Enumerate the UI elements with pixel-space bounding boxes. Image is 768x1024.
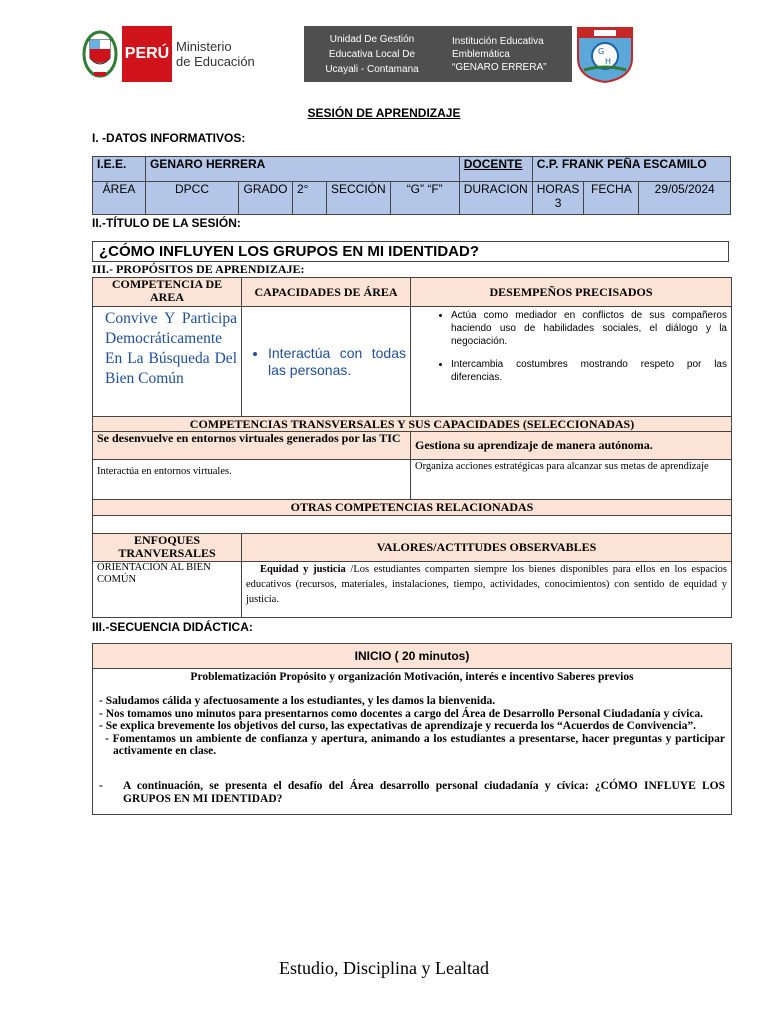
ugel-line: Educativa Local De (328, 48, 416, 60)
sequence-subheader: Problematización Propósito y organización Motivación, interés e incentivo Saberes previos (190, 671, 634, 683)
valores-header: VALORES/ACTITUDES OBSERVABLES (242, 534, 732, 562)
peru-brand-block (122, 26, 172, 82)
section-heading-secuencia: III.-SECUENCIA DIDÁCTICA: (92, 620, 253, 634)
section-heading-propositos: III.- PROPÓSITOS DE APRENDIZAJE: (92, 262, 305, 276)
transversal-header: COMPETENCIAS TRANSVERSALES Y SUS CAPACIDADES (SELECCIONADAS) (93, 417, 732, 432)
area-value: DPCC (146, 182, 239, 215)
school-crest-icon (574, 24, 636, 84)
footer-motto: Estudio, Disciplina y Lealtad (279, 958, 489, 978)
challenge-text: A continuación, se presenta el desafío del Área desarrollo personal ciudadanía y cívica: ¿CÓMO INFLUYE LOS GRUPOS EN MI IDENTIDAD? (123, 779, 725, 805)
challenge-dash: - (99, 779, 103, 792)
peru-label: PERÚ (124, 45, 170, 62)
col-desempenos: DESEMPEÑOS PRECISADOS (411, 278, 732, 307)
desempeno-item: • Intercambia costumbres mostrando respeto por las diferencias. (451, 358, 727, 384)
area-label: ÁREA (93, 182, 146, 215)
seccion-label: SECCIÓN (327, 182, 391, 215)
svg-text:G: G (598, 47, 605, 56)
session-title-box (92, 241, 729, 262)
list-item: - Fomentamos un ambiente de confianza y apertura, animando a los estudiantes a presentarse, hacer preguntas y participar activamente en clase. (105, 732, 725, 757)
ministry-line-2: de Educación (176, 54, 255, 69)
fecha-value: 29/05/2024 (639, 182, 731, 215)
autonomo-capacity: Organiza acciones estratégicas para alcanzar sus metas de aprendizaje (411, 460, 732, 500)
valor-text: /Los estudiantes comparten siempre los bienes disponibles para ellos en los espacios educativos (recursos, materiales, instalaciones, tiempo, actividades, conocimientos) con sentido de equidad y justicia. (246, 564, 727, 605)
list-item: - Saludamos cálida y afectuosamente a los estudiantes, y les damos la bienvenida. (99, 695, 496, 707)
institution-line: Emblemática (452, 48, 510, 60)
session-title: ¿CÓMO INFLUYEN LOS GRUPOS EN MI IDENTIDAD? (99, 243, 480, 260)
fecha-label: FECHA (584, 182, 639, 215)
institution-line: “GENARO ERRERA” (452, 61, 547, 73)
peru-coat-of-arms-icon (82, 28, 118, 80)
ugel-block (304, 26, 440, 82)
sequence-table (92, 643, 732, 815)
iee-label: I.E.E. (93, 157, 146, 182)
list-item: - Nos tomamos uno minutos para presentarnos como docentes a cargo del Área de Desarrollo Personal Ciudadanía y cívica. (99, 707, 704, 720)
section-heading-datos: I. -DATOS INFORMATIVOS: (92, 131, 246, 145)
otras-empty-row (93, 516, 732, 534)
inicio-header: INICIO ( 20 minutos) (93, 644, 732, 669)
institution-line: Institución Educativa (452, 35, 544, 47)
sequence-body (93, 669, 732, 815)
ministry-line-1: Ministerio (176, 39, 232, 54)
col-capacidades: CAPACIDADES DE ÁREA (242, 278, 411, 307)
competencia-text: Convive Y Participa Democráticamente En La Búsqueda Del Bien Común (93, 307, 242, 417)
docente-label: DOCENTE (459, 157, 532, 182)
ugel-line: Ucayali - Contamana (325, 63, 419, 75)
sequence-list (99, 695, 725, 758)
autonomo-title: Gestiona su aprendizaje de manera autónoma. (411, 432, 732, 460)
institution-block (440, 26, 572, 82)
grado-value: 2° (293, 182, 327, 215)
ministry-name (172, 26, 304, 82)
info-table (92, 156, 731, 215)
section-heading-titulo: II.-TÍTULO DE LA SESIÓN: (92, 216, 241, 230)
list-item: - Se explica brevemente los objetivos del curso, las expectativas de aprendizaje y recuerda los “Acuerdos de Convivencia”. (99, 720, 696, 732)
grado-label: GRADO (239, 182, 293, 215)
valor-cell (242, 562, 732, 618)
enfoque-value: ORIENTACIÓN AL BIEN COMÚN (93, 562, 242, 618)
otras-header: OTRAS COMPETENCIAS RELACIONADAS (93, 500, 732, 516)
valor-bold: Equidad y justicia (260, 564, 346, 575)
capacidad-item: • Interactúa con todas las personas. (268, 345, 406, 379)
tic-capacity: Interactúa en entornos virtuales. (93, 460, 411, 500)
page-title: SESIÓN DE APRENDIZAJE (307, 106, 461, 120)
ugel-line: Unidad De Gestión (329, 33, 415, 45)
enfoques-header: ENFOQUES TRANVERSALES (93, 534, 242, 562)
duracion-label: DURACION (459, 182, 532, 215)
col-competencia: COMPETENCIA DE AREA (93, 278, 242, 307)
iee-value: GENARO HERRERA (146, 157, 460, 182)
desempeno-item: • Actúa como mediador en conflictos de sus compañeros haciendo uso de habilidades sociales, el diálogo y la negociación. (451, 309, 727, 348)
seccion-value: “G” “F” (390, 182, 459, 215)
docente-value: C.P. FRANK PEÑA ESCAMILO (532, 157, 730, 182)
purposes-table (92, 277, 732, 618)
svg-text:H: H (605, 57, 612, 66)
tic-title: Se desenvuelve en entornos virtuales generados por las TIC (93, 432, 411, 460)
duracion-value: HORAS 3 (532, 182, 584, 215)
challenge-row (99, 780, 725, 806)
